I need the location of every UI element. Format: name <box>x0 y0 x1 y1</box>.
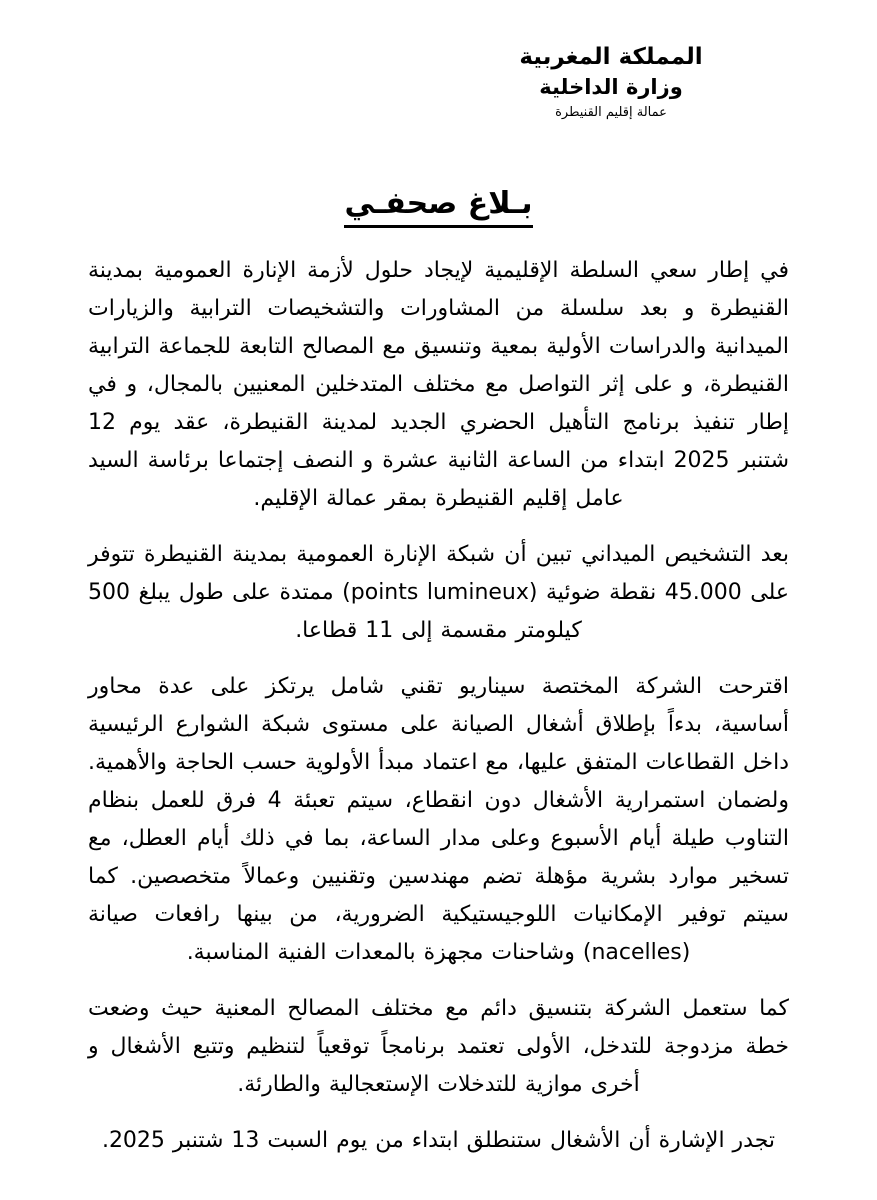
letterhead <box>401 42 821 123</box>
page-title-container <box>0 186 877 228</box>
letterhead-kingdom: المملكة المغربية <box>519 44 703 70</box>
letterhead-ministry: وزارة الداخلية <box>539 75 683 100</box>
document-body <box>88 252 789 1178</box>
letterhead-prefecture: عمالة إقليم القنيطرة <box>555 105 667 121</box>
paragraph-diagnosis: بعد التشخيص الميداني تبين أن شبكة الإنارة العمومية بمدينة القنيطرة تتوفر على 45.000 نقطة ضوئية (points lumineux) ممتدة على طول يبلغ 500 كيلومتر مقسمة إلى 11 قطاعا. <box>88 542 790 643</box>
paragraph-coordination: كما ستعمل الشركة بتنسيق دائم مع مختلف المصالح المعنية حيث وضعت خطة مزدوجة للتدخل، الأولى تعتمد برنامجاً توقعياً لتنظيم وتتبع الأشغال و أخرى موازية للتدخلات الإستعجالية والطارئة. <box>88 996 789 1097</box>
paragraph-start-date: تجدر الإشارة أن الأشغال ستنطلق ابتداء من يوم السبت 13 شتنبر 2025. <box>101 1128 776 1153</box>
paragraph-intro: في إطار سعي السلطة الإقليمية لإيجاد حلول لأزمة الإنارة العمومية بمدينة القنيطرة و بعد سلسلة من المشاورات والتشخيصات الترابية والزيارات الميدانية والدراسات الأولية بمعية وتنسيق مع المصالح التابعة للجماعة الترابية القنيطرة، و على إثر التواصل مع مختلف المتدخلين المعنيين بالمجال، و في إطار تنفيذ برنامج التأهيل الحضري الجديد لمدينة القنيطرة، عقد يوم 12 شتنبر 2025 ابتداء من الساعة الثانية عشرة و النصف إجتماعا برئاسة السيد عامل إقليم القنيطرة بمقر عمالة الإقليم. <box>88 258 789 511</box>
paragraph-scenario: اقترحت الشركة المختصة سيناريو تقني شامل يرتكز على عدة محاور أساسية، بدءاً بإطلاق أشغال الصيانة على مستوى شبكة الشوارع الرئيسية داخل القطاعات المتفق عليها، مع اعتماد مبدأ الأولوية حسب الحاجة والأهمية. ولضمان استمرارية الأشغال دون انقطاع، سيتم تعبئة 4 فرق للعمل بنظام التناوب طيلة أيام الأسبوع وعلى مدار الساعة، بما في ذلك أيام العطل، مع تسخير موارد بشرية مؤهلة تضم مهندسين وتقنيين وعمالاً متخصصين. كما سيتم توفير الإمكانيات اللوجيستيكية الضرورية، من بينها رافعات صيانة (nacelles) وشاحنات مجهزة بالمعدات الفنية المناسبة. <box>88 674 789 965</box>
page-title: بـلاغ صحفـي <box>344 186 532 228</box>
